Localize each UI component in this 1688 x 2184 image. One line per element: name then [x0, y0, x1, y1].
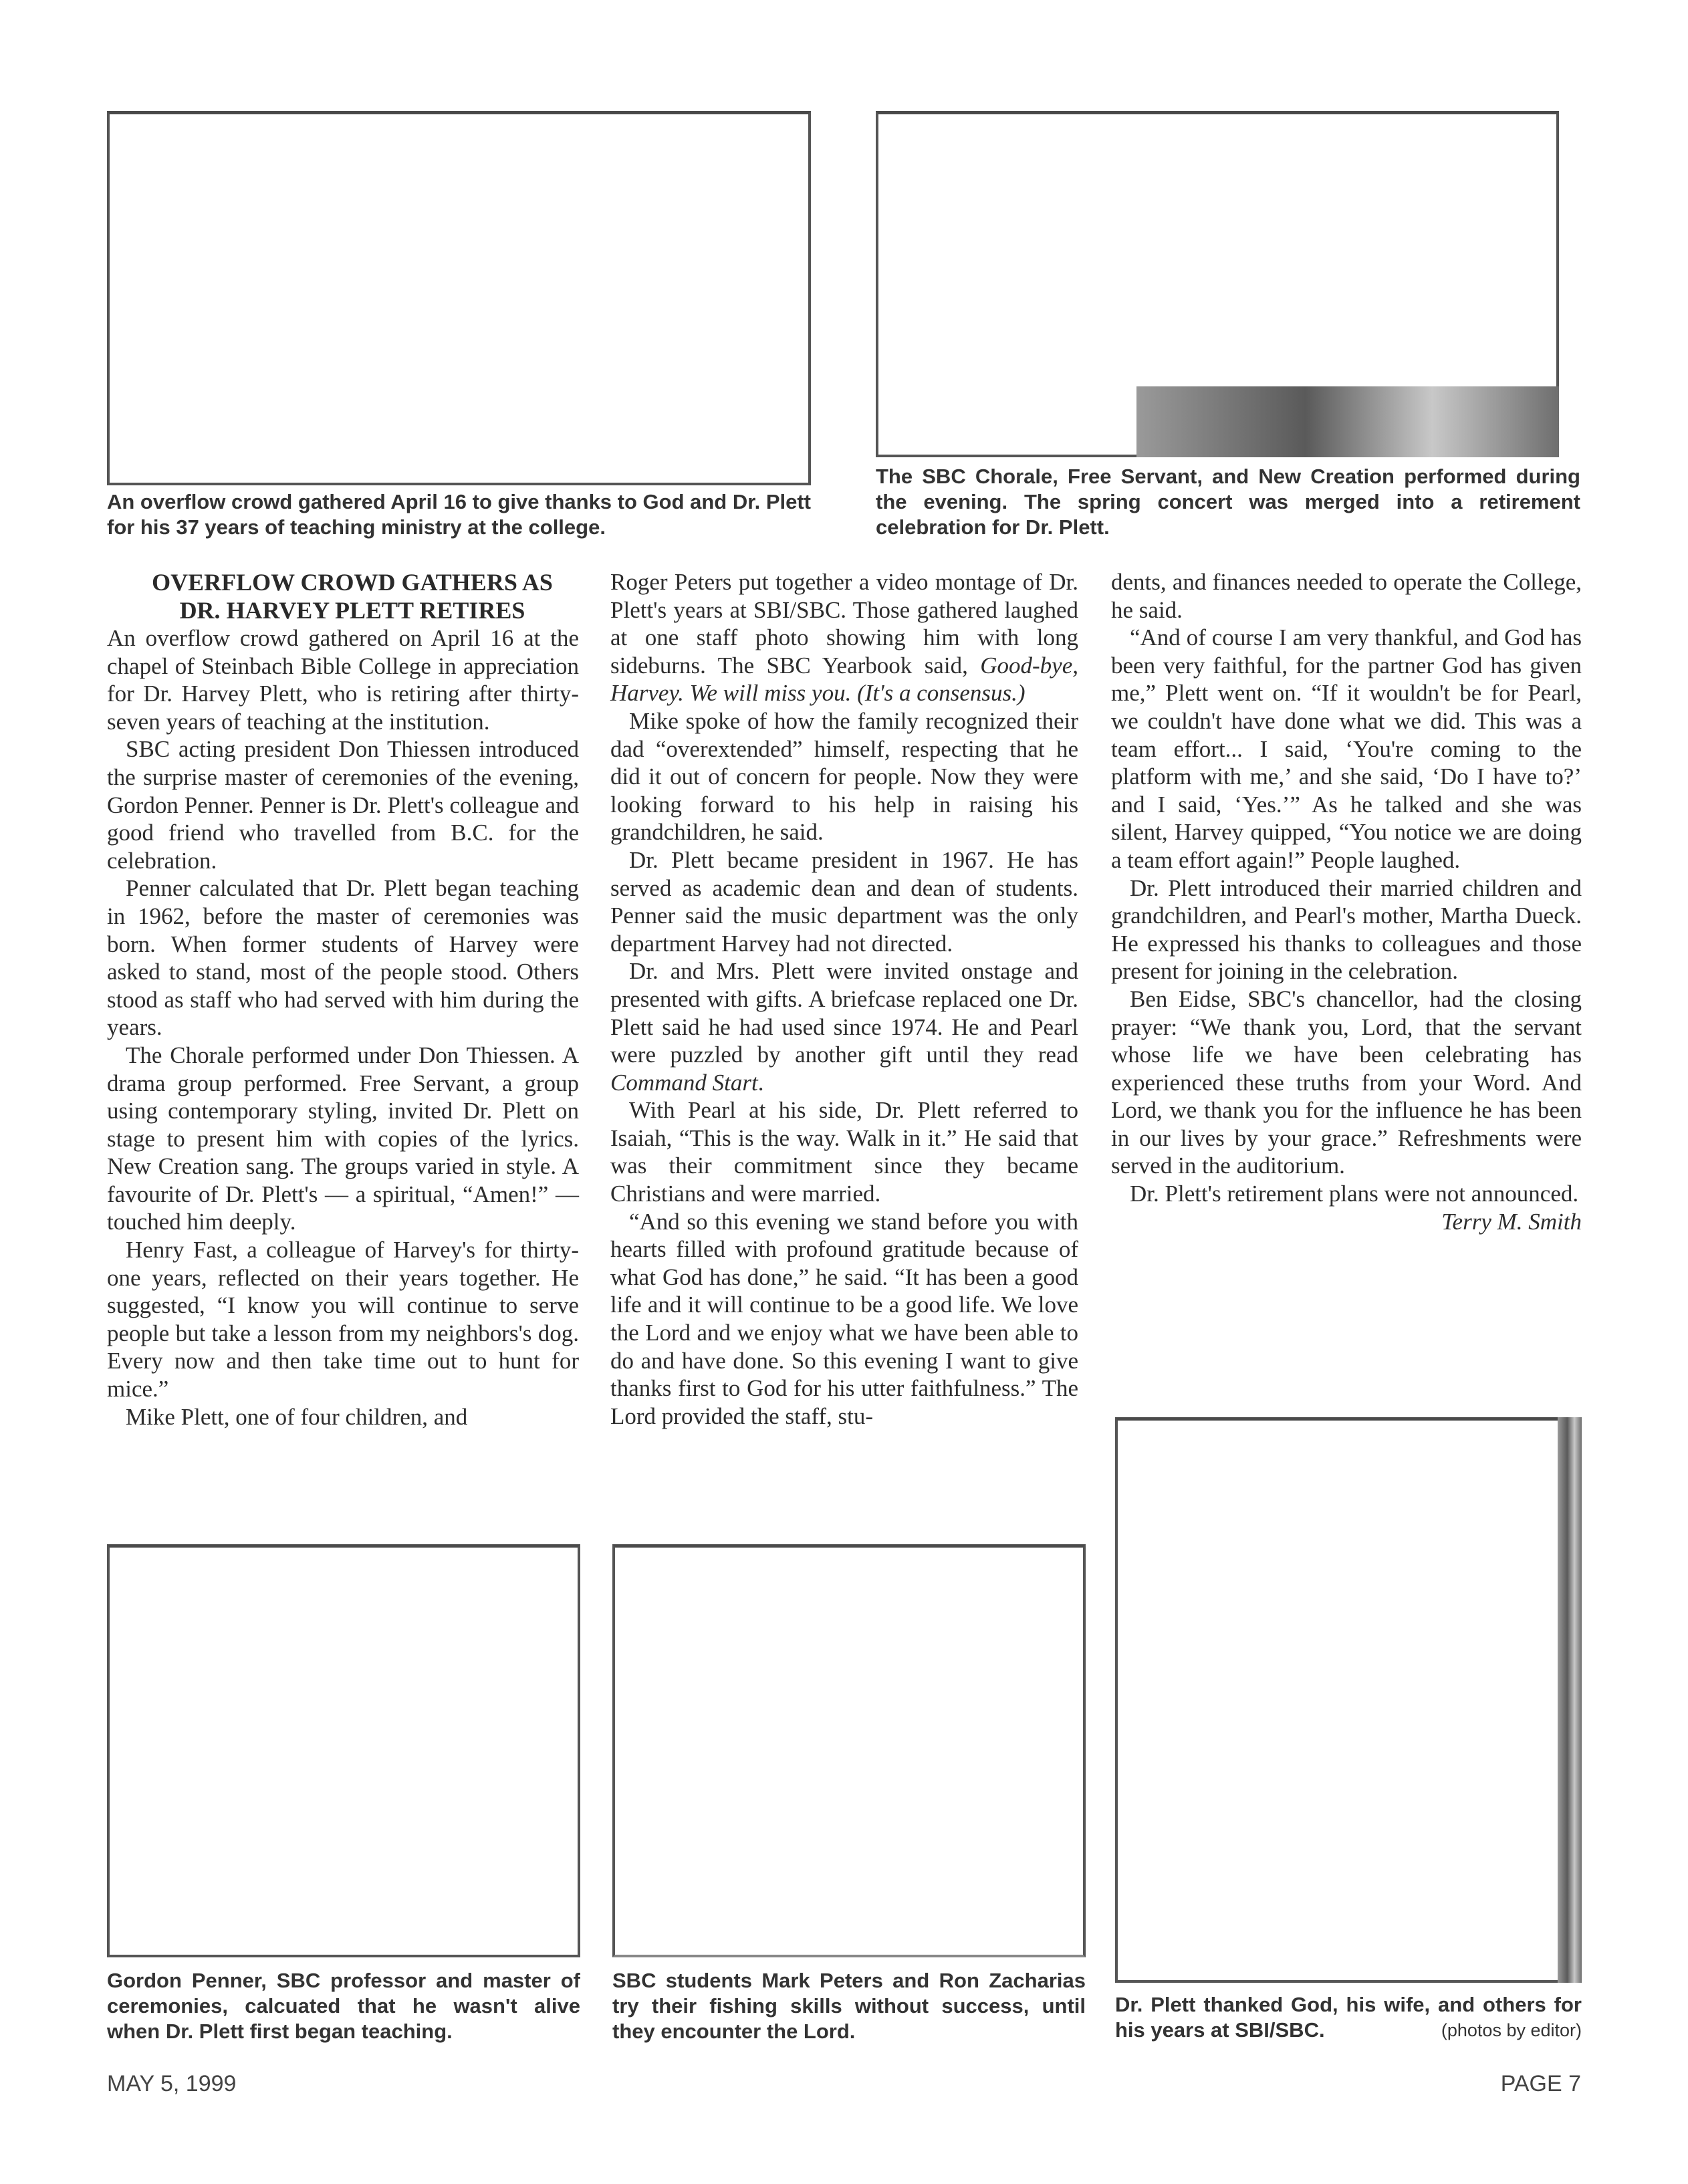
paragraph: Dr. Plett introduced their married children and grandchildren, and Pearl's mother, Martha Dueck. He expressed his thanks to colleagues and those present for joining in the celebration. [1111, 874, 1582, 985]
issue-date: MAY 5, 1999 [107, 2071, 237, 2096]
paragraph: “And of course I am very thankful, and God has been very faithful, for the partner God has given me,” Plett went on. “If it wouldn't be for Pearl, we couldn't have done what we did. This was a team effort... I said, ‘You're coming to the platform with me,’ and she said, ‘Do I have to?’ and I said, ‘Yes.’” As he talked and she was silent, Harvey quipped, “You notice we are doing a team effort again!” People laughed. [1111, 624, 1582, 873]
paragraph [610, 957, 1078, 1096]
paragraph: An overflow crowd gathered on April 16 at the chapel of Steinbach Bible College in appreciation for Dr. Harvey Plett, who is retiring after thirty-seven years of teaching at the institution. [107, 625, 579, 735]
paragraph: Dr. Plett's retirement plans were not announced. [1130, 1181, 1579, 1207]
paragraph: Ben Eidse, SBC's chancellor, had the closing prayer: “We thank you, Lord, that the servant whose life we have been celebrating has experienced these truths from your Word. And Lord, we thank you for the influence he has been in our lives by your grace.” Refreshments were served in the auditorium. [1111, 985, 1582, 1179]
gift-title: Command Start [610, 1069, 758, 1096]
article-column-2 [610, 568, 1078, 1430]
photo-plett [1115, 1417, 1582, 1983]
paragraph-text: Dr. and Mrs. Plett were invited onstage and presented with gifts. A briefcase replaced one Dr. Plett said he had used since 1974. He and Pearl were puzzled by another gift until they read [610, 958, 1078, 1068]
caption-penner: Gordon Penner, SBC professor and master of ceremonies, calcuated that he wasn't alive when Dr. Plett first began teaching. [107, 1969, 580, 2043]
paragraph-text: Roger Peters put together a video montage of Dr. Plett's years at SBI/SBC. Those gathered laughed at one staff photo showing him with long sideburns. The SBC Yearbook said, [610, 569, 1078, 679]
photo-students [612, 1544, 1086, 1957]
photo-plett-strip [1558, 1417, 1582, 1983]
paragraph: SBC acting president Don Thiessen introduced the surprise master of ceremonies of the evening, Gordon Penner. Penner is Dr. Plett's colleague and good friend who travelled from B.C. for the celebration. [107, 736, 579, 874]
paragraph: Dr. Plett became president in 1967. He has served as academic dean and dean of students. Penner said the music department was the only department Harvey had not directed. [610, 846, 1078, 957]
yearbook-quote: Good-bye, Harvey. We will miss you. (It's a consensus.) [610, 652, 1078, 707]
headline-line-2: DR. HARVEY PLETT RETIRES [179, 597, 525, 624]
caption-plett [1115, 1992, 1582, 2043]
headline-line-1: OVERFLOW CROWD GATHERS AS [152, 569, 553, 596]
paragraph: With Pearl at his side, Dr. Plett referred to Isaiah, “This is the way. Walk in it.” He said that was their commitment since they became Christians and were married. [610, 1097, 1078, 1207]
paragraph-text: . [757, 1069, 764, 1096]
page-number: PAGE 7 [1500, 2071, 1581, 2096]
photo-penner [107, 1544, 580, 1957]
caption-chorale: The SBC Chorale, Free Servant, and New Creation performed during the evening. The spring concert was merged into a retirement celebration for Dr. Plett. [876, 465, 1580, 539]
paragraph: Henry Fast, a colleague of Harvey's for thirty-one years, reflected on their years together. He suggested, “I know you will continue to serve people but take a lesson from my neighbors's dog. Every now and then take time out to hunt for mice.” [107, 1237, 579, 1403]
paragraph: dents, and finances needed to operate the College, he said. [1111, 569, 1582, 623]
caption-crowd: An overflow crowd gathered April 16 to give thanks to God and Dr. Plett for his 37 years of teaching ministry at the college. [107, 490, 812, 539]
caption-students: SBC students Mark Peters and Ron Zacharias try their fishing skills without success, until they encounter the Lord. [612, 1969, 1086, 2043]
byline: Terry M. Smith [1441, 1208, 1582, 1235]
paragraph: The Chorale performed under Don Thiessen. A drama group performed. Free Servant, a group using contemporary styling, invited Dr. Plett on stage to present him with copies of the lyrics. New Creation sang. The groups varied in style. A favourite of Dr. Plett's — a spiritual, “Amen!” — touched him deeply. [107, 1042, 579, 1235]
photo-credit: (photos by editor) [1441, 2020, 1582, 2040]
photo-crowd [107, 111, 811, 485]
paragraph: Mike spoke of how the family recognized their dad “overextended” himself, respecting that he did it out of concern for people. Now they were looking forward to his help in raising his grandchildren, he said. [610, 707, 1078, 846]
paragraph: Mike Plett, one of four children, and [126, 1403, 468, 1430]
caption-plett-text: Dr. Plett thanked God, his wife, and others for his years at SBI/SBC. [1115, 1993, 1582, 2042]
paragraph: Penner calculated that Dr. Plett began teaching in 1962, before the master of ceremonies was born. When former students of Harvey were asked to stand, most of the people stood. Others stood as staff who had served with him during the years. [107, 875, 579, 1041]
photo-chorale-strip [1136, 386, 1559, 457]
article-column-3 [1111, 568, 1582, 1235]
article-column-1 [107, 568, 579, 1431]
paragraph [610, 568, 1078, 707]
paragraph: “And so this evening we stand before you with hearts filled with profound gratitude because of what God has done,” he said. “It has been a good life and it will continue to be a good life. We love the Lord and we enjoy what we have been able to do and have done. So this evening I want to give thanks first to God for his utter faithfulness.” The Lord provided the staff, stu- [610, 1208, 1078, 1429]
